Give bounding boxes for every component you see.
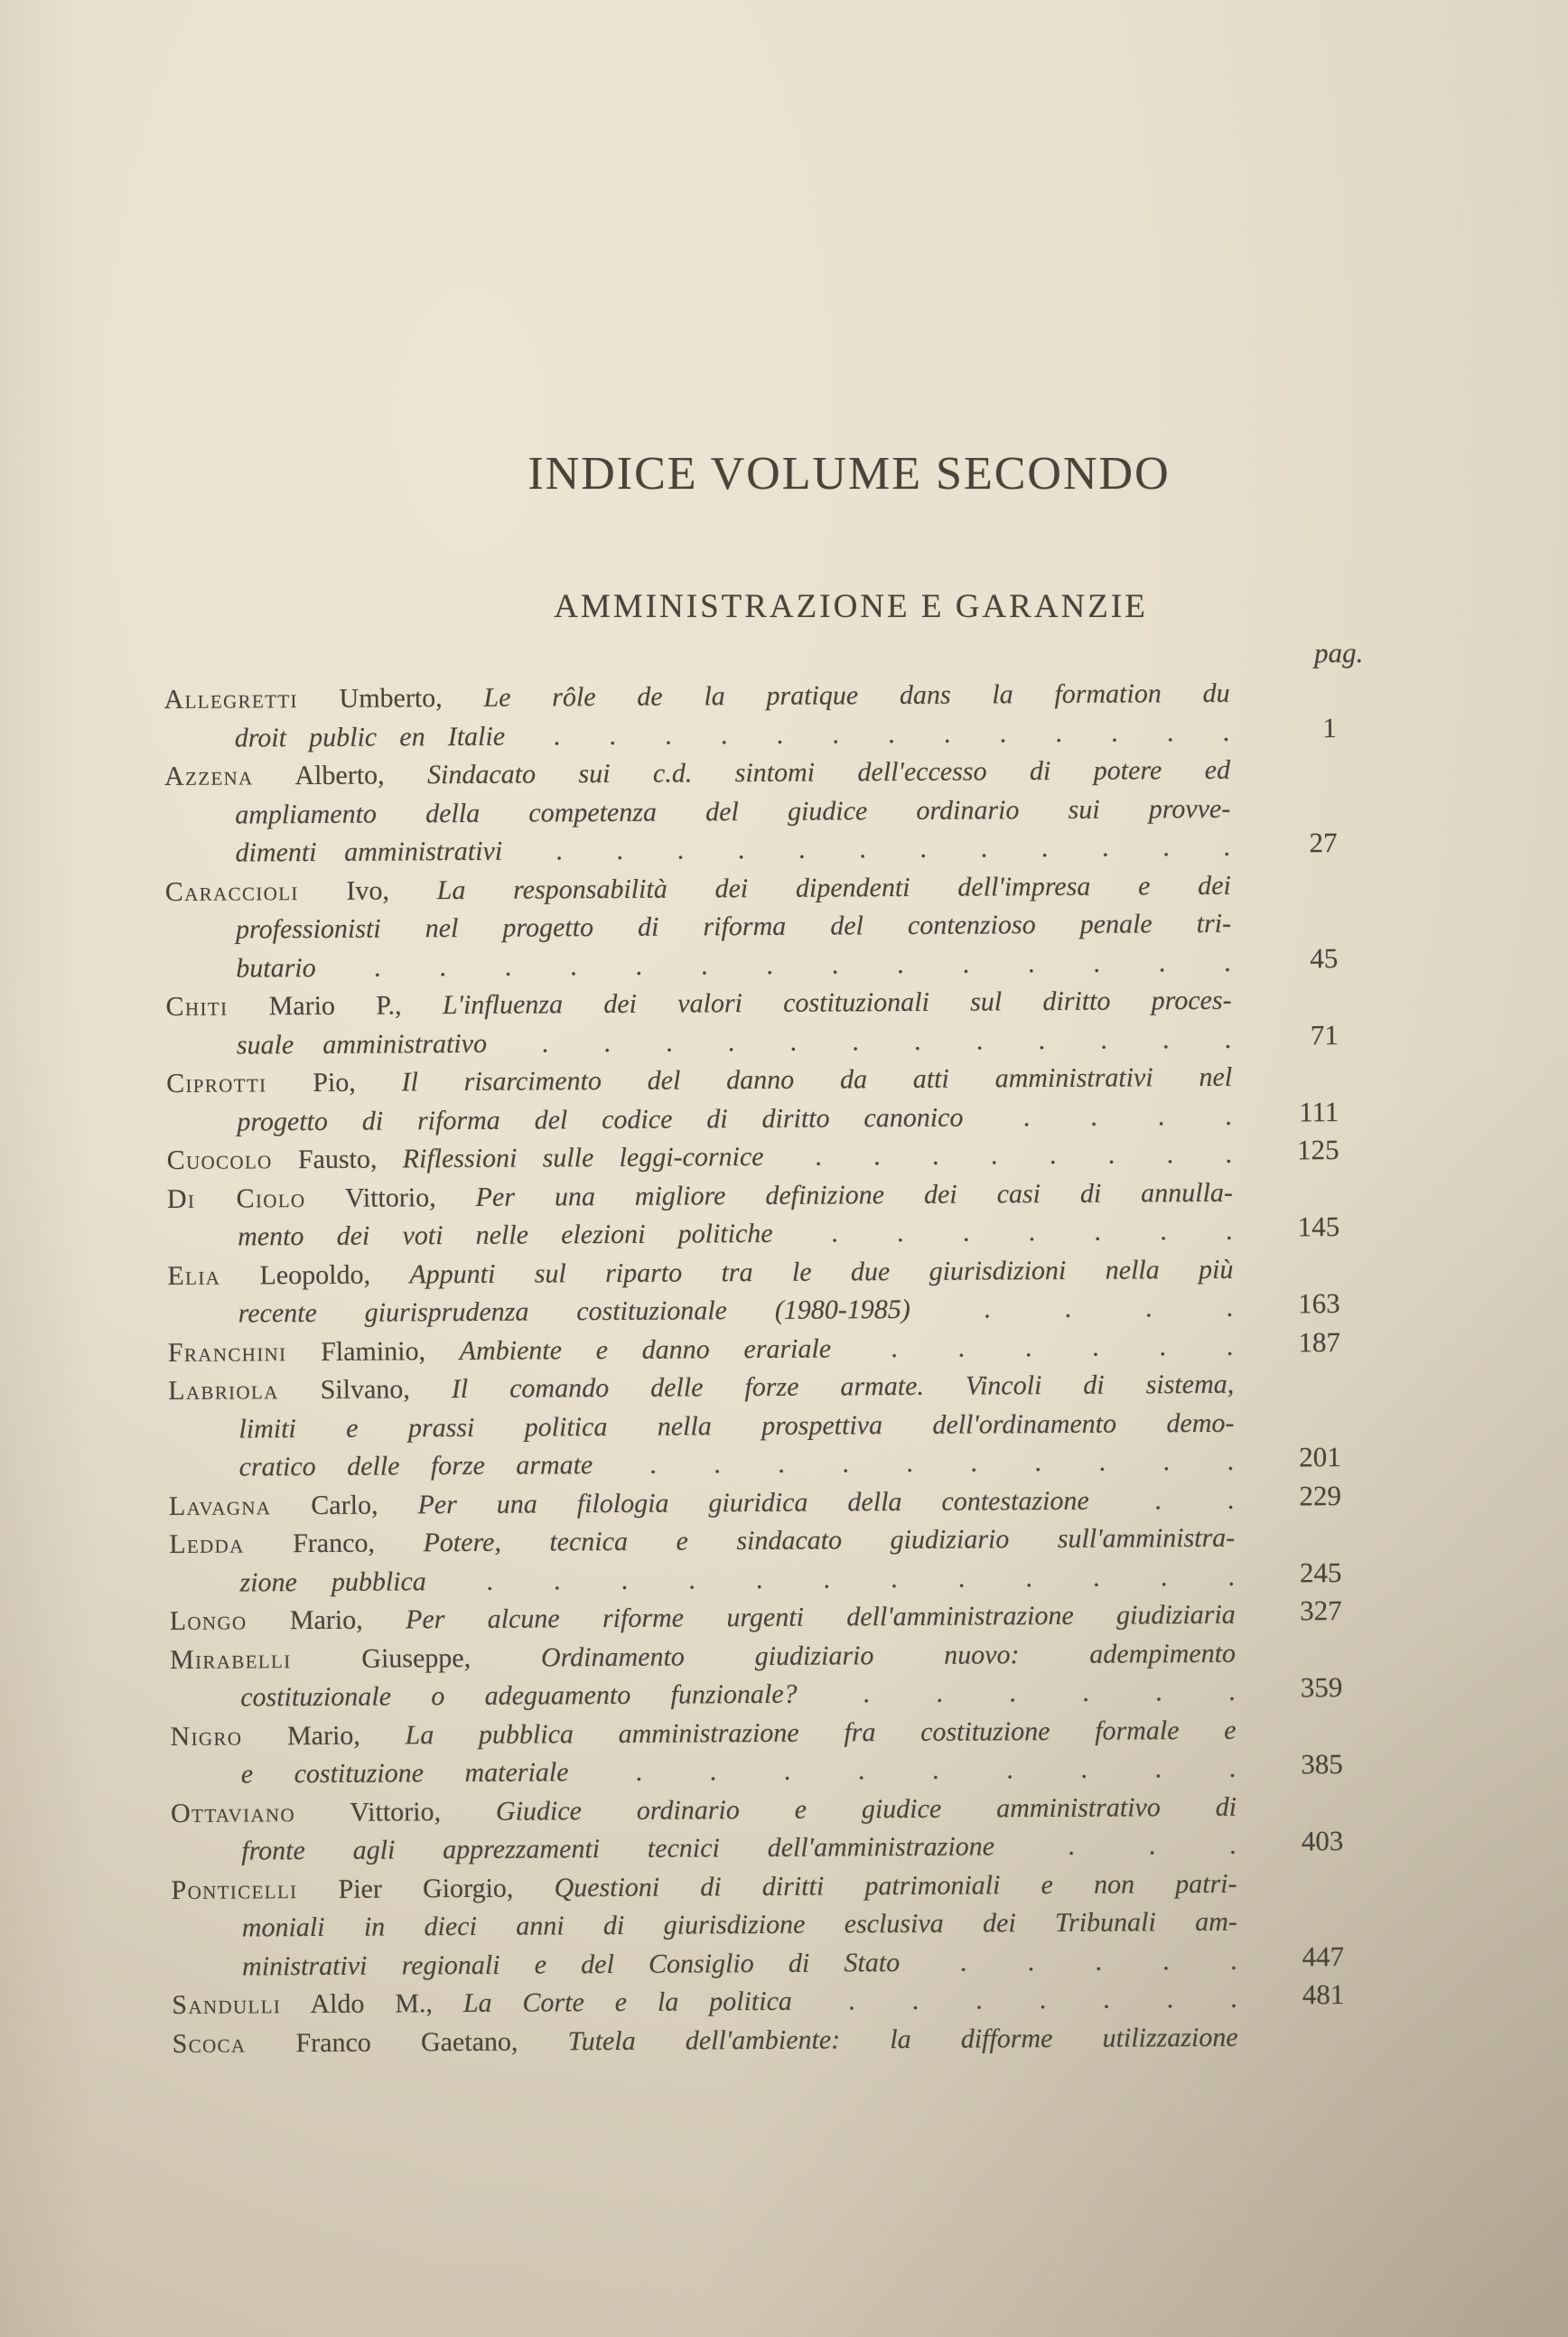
page-title: INDICE VOLUME SECONDO [527,448,1171,500]
entry-line [171,1826,1237,1871]
toc-entry [167,1135,1339,1180]
author-given-name: Franco, [244,1527,424,1559]
section-heading: AMMINISTRAZIONE E GARANZIE [554,587,1148,625]
author-surname: Ciprotti [166,1067,267,1098]
entry-line [172,1979,1237,2024]
author-surname: Mirabelli [169,1643,292,1675]
work-title: Per una migliore definizione dei casi di annulla- [475,1176,1234,1212]
page-number: 111 [1299,1095,1339,1127]
work-title: Per una filologia giuridica della contestazione [417,1484,1089,1519]
work-title: Questioni di diritti patrimoniali e non patri- [554,1867,1237,1902]
leader-dots: . . . . . . . . . . . . . . [315,946,1232,983]
leader-dots: . . . . . . . . . . . . . [504,715,1230,751]
entry-line [170,1672,1236,1717]
page-column-label: pag. [1313,636,1364,668]
table-of-contents [163,634,1364,2063]
page-number: 481 [1302,1977,1345,2010]
entry-line [171,1865,1237,1910]
toc-entry [168,1326,1340,1371]
toc-entry [168,1365,1341,1487]
work-title: Appunti sul riparto tra le due giurisdizioni nella più [409,1253,1234,1289]
entry-line [164,827,1230,873]
entry-line [170,1711,1236,1756]
entry-line [164,751,1230,796]
page-number: 45 [1310,941,1339,974]
work-title: suale amministrativo [236,1027,488,1060]
page-number: 1 [1322,711,1337,743]
entry-line [168,1327,1234,1372]
author-surname: Franchini [167,1336,287,1368]
work-title: Ambiente e danno erariale [459,1332,832,1366]
leader-dots: . . . . . . [831,1330,1235,1363]
page-number: 447 [1302,1940,1345,1972]
author-surname: Azzena [163,761,254,791]
leader-dots: . . [1088,1483,1236,1515]
work-title: recente giurisprudenza costituzionale (1980-1985) [238,1294,910,1329]
author-surname: Ottaviano [170,1797,296,1828]
author-given-name: Ivo, [298,874,437,906]
author-surname: Sandulli [172,1988,282,2020]
entry-line [169,1481,1235,1526]
leader-dots: . . . . . . . [772,1215,1234,1248]
leader-dots: . . . . . . . [791,1983,1238,2016]
author-given-name: Umberto, [297,682,484,714]
work-title: mento dei voti nelle elezioni politiche [238,1218,773,1252]
author-given-name: Alberto, [253,759,428,791]
entry-line [165,904,1231,949]
author-given-name: Giuseppe, [291,1641,542,1674]
author-given-name: Vittorio, [305,1182,476,1213]
page-number: 163 [1298,1286,1340,1319]
page-number: 201 [1299,1440,1341,1472]
work-title: Le rôle de la pratique dans la formation du [483,678,1230,713]
page-number: 403 [1301,1824,1344,1856]
work-title: cratico delle forze armate [238,1449,593,1482]
author-surname: Scoca [172,2027,247,2059]
entry-line [167,1211,1233,1257]
entry-line [165,981,1231,1026]
author-surname: Ponticelli [171,1874,298,1905]
author-surname: Lavagna [168,1490,272,1521]
entry-line [171,1788,1237,1833]
author-surname: Di Ciolo [166,1183,306,1214]
work-title: Il comando delle forze armate. Vincoli di sistema, [451,1369,1235,1404]
work-title: costituzionale o adeguamento funzionale? [240,1678,798,1713]
entry-line [167,1135,1233,1180]
toc-entry [167,1249,1339,1333]
entry-line [171,1749,1237,1794]
page-number: 327 [1300,1594,1342,1626]
leader-dots: . . . . . . . . . [568,1753,1237,1787]
work-title: Il risarcimento del danno da atti amministrativi nel [401,1061,1233,1098]
author-given-name: Vittorio, [294,1795,497,1828]
leader-dots: . . . . . . . . . . . . [425,1560,1236,1596]
toc-entry [173,2017,1345,2062]
work-title: ministrativi regionali e del Consiglio di Stato [242,1947,901,1981]
author-surname: Chiti [165,991,229,1022]
work-title: limiti e prassi politica nella prospettiva dell'ordinamento demo- [238,1407,1235,1444]
entry-line [173,2018,1238,2063]
work-title: Sindacato sui c.d. sintomi dell'eccesso di potere ed [426,754,1231,790]
entry-line [164,790,1230,835]
toc-entry [166,1058,1339,1142]
work-title: Ordinamento giudiziario nuovo: adempimento [540,1637,1237,1672]
toc-entries [163,674,1344,2063]
toc-entry [171,1787,1343,1871]
entry-line [164,713,1230,758]
toc-entry [170,1633,1342,1717]
page-number: 71 [1310,1018,1339,1051]
page-number: 145 [1297,1210,1340,1242]
page-number: 125 [1297,1133,1339,1165]
work-title: Riflessioni sulle leggi-cornice [402,1141,764,1173]
leader-dots: . . . . . . . . [763,1138,1233,1172]
work-title: Tutela dell'ambiente: la difforme utilizzazione [567,2021,1238,2056]
work-title: Giudice ordinario e giudice amministrativo di [495,1790,1237,1826]
page-number: 385 [1301,1747,1343,1780]
toc-entry [169,1519,1341,1603]
toc-entry [171,1864,1344,1986]
leader-dots: . . . . [963,1099,1233,1132]
entry-line [163,674,1229,719]
author-surname: Elia [167,1259,221,1291]
toc-entry [167,1173,1339,1257]
work-title: La pubblica amministrazione fra costituzione formale e [405,1714,1237,1750]
leader-dots: . . . [994,1829,1237,1862]
toc-entry [170,1710,1342,1794]
work-title: e costituzione materiale [240,1756,569,1790]
entry-line [166,1020,1232,1065]
leader-dots: . . . . . . [797,1676,1237,1709]
author-surname: Longo [169,1605,247,1636]
entry-line [166,1058,1232,1103]
author-given-name: Aldo M., [281,1987,464,2019]
author-given-name: Pio, [266,1067,402,1098]
work-title: fronte agli apprezzamenti tecnici dell'amministrazione [241,1831,995,1866]
toc-entry [164,751,1338,873]
author-surname: Cuocolo [166,1144,273,1175]
page-number: 359 [1300,1670,1343,1703]
leader-dots: . . . . . . . . . . . . [486,1023,1232,1058]
author-surname: Allegretti [163,683,298,715]
author-surname: Labriola [168,1374,279,1406]
page-number: 229 [1299,1479,1342,1511]
work-title: zione pubblica [239,1566,426,1597]
work-title: moniali in dieci anni di giurisdizione esclusiva dei Tribunali am- [241,1906,1237,1943]
work-title: La responsabilità dei dipendenti dell'impresa e dei [436,869,1231,905]
work-title: Per alcune riforme urgenti dell'amministrazione giudiziaria [405,1599,1236,1634]
entry-line [168,1365,1234,1410]
author-given-name: Mario, [247,1603,406,1636]
entry-line [167,1173,1233,1219]
author-surname: Ledda [169,1528,245,1559]
author-given-name: Silvano, [278,1373,452,1405]
entry-line [169,1442,1235,1487]
entry-line [166,1097,1232,1142]
toc-entry [165,981,1338,1065]
leader-dots: . . . . . . . . . . [593,1445,1235,1480]
author-given-name: Leopoldo, [220,1258,410,1290]
entry-line [167,1250,1233,1295]
page-number: 27 [1309,826,1338,858]
author-given-name: Franco Gaetano, [246,2025,568,2058]
work-title: dimenti amministrativi [235,836,503,868]
page-number: 187 [1298,1325,1341,1358]
leader-dots: . . . . . [900,1944,1238,1977]
toc-entry [163,674,1336,758]
entry-line [170,1595,1236,1641]
toc-entry [170,1595,1342,1641]
author-given-name: Pier Giorgio, [297,1872,555,1904]
author-given-name: Mario P., [228,989,443,1022]
entry-line [168,1404,1234,1449]
author-surname: Nigro [170,1720,243,1752]
work-title: ampliamento della competenza del giudice ordinario sui provve- [235,792,1231,829]
author-surname: Caraccioli [164,875,299,907]
entry-line [169,1557,1235,1603]
author-given-name: Fausto, [272,1144,403,1174]
work-title: La Corte e la politica [462,1986,792,2018]
work-title: professionisti nel progetto di riforma del contenzioso penale tri- [236,908,1232,945]
entry-line [165,866,1231,911]
entry-line [165,943,1231,988]
page-number: 245 [1299,1556,1342,1588]
toc-entry [165,865,1339,987]
entry-line [170,1634,1236,1679]
author-given-name: Flaminio, [286,1335,460,1367]
author-given-name: Carlo, [271,1489,418,1520]
toc-entry [169,1480,1341,1525]
work-title: L'influenza dei valori costituzionali sul diritto proces- [442,985,1232,1020]
leader-dots: . . . . . . . . . . . . [502,831,1231,866]
work-title: progetto di riforma del codice di diritto canonico [237,1101,964,1136]
work-title: droit public en Italie [234,720,506,753]
entry-line [168,1288,1234,1333]
entry-line [169,1519,1235,1564]
entry-line [172,1902,1237,1948]
author-given-name: Mario, [242,1719,406,1751]
leader-dots: . . . . [910,1292,1234,1324]
entry-line [172,1941,1237,1986]
toc-entry [172,1979,1344,2024]
work-title: Potere, tecnica e sindacato giudiziario sull'amministra- [423,1522,1236,1557]
work-title: butario [236,952,316,983]
